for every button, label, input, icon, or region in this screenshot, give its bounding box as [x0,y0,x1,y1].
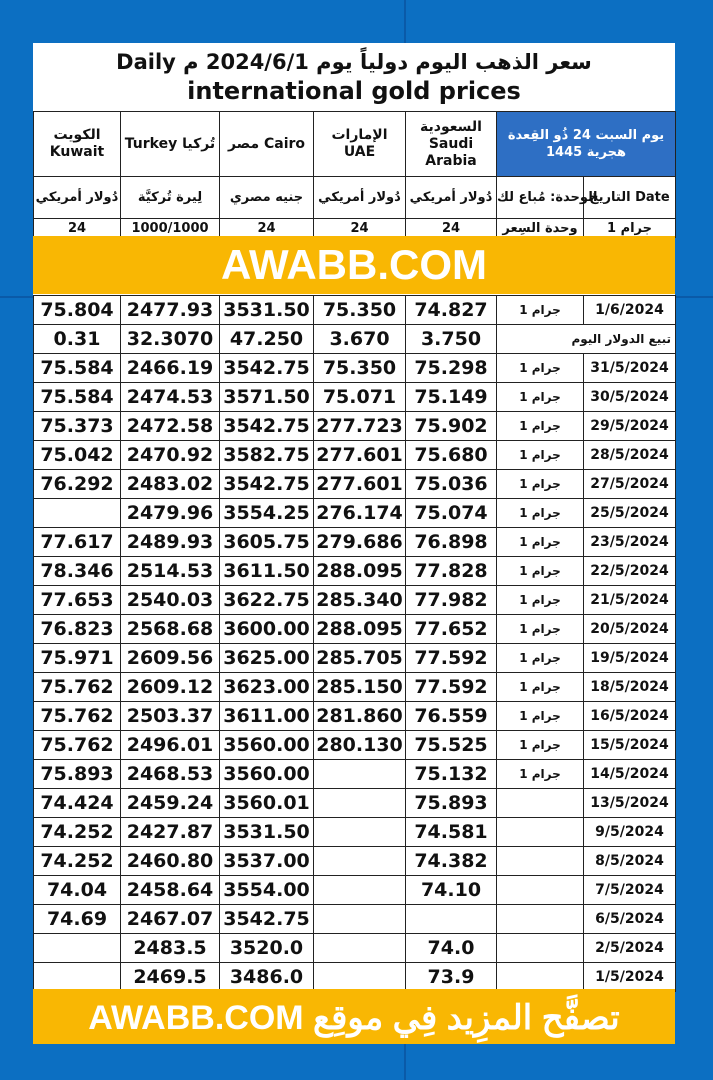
cell-date: 25/5/2024 [584,499,676,528]
cell-unit [497,818,584,847]
cell-unit: 1 جرام [497,412,584,441]
cell-kuwait [34,963,121,992]
cell-date: 18/5/2024 [584,673,676,702]
cell-uae: 288.095 [314,615,406,644]
cell-saudi [406,905,497,934]
cell-saudi: 74.0 [406,934,497,963]
cell-turkey: 2609.56 [121,644,220,673]
cell-kuwait: 74.424 [34,789,121,818]
cell-unit [497,876,584,905]
cell-kuwait: 77.617 [34,528,121,557]
cell-kuwait: 76.292 [34,470,121,499]
cell-unit [497,934,584,963]
header-table [33,111,676,238]
table-row [34,644,676,673]
cell-turkey: 2466.19 [121,354,220,383]
header-day: يوم السبت 24 ذُو القِعدة 1445 هجرية [497,112,676,177]
cell-cairo: 3622.75 [220,586,314,615]
cell-date: 30/5/2024 [584,383,676,412]
currency-uae: دُولار أمريكي [314,177,406,219]
cell-uae: 276.174 [314,499,406,528]
cell-date: 2/5/2024 [584,934,676,963]
cell-unit: 1 جرام [497,470,584,499]
cell-date: 28/5/2024 [584,441,676,470]
cell-saudi: 75.680 [406,441,497,470]
cell-unit: 1 جرام [497,441,584,470]
cell-kuwait: 75.762 [34,673,121,702]
cell-date: 20/5/2024 [584,615,676,644]
karat-uae: 24 [314,219,406,238]
cell-cairo: 3520.0 [220,934,314,963]
cell-cairo: 3542.75 [220,412,314,441]
cell-uae: 285.150 [314,673,406,702]
cell-cairo: 3531.50 [220,818,314,847]
cell-date: 27/5/2024 [584,470,676,499]
cell-unit [497,905,584,934]
cell-kuwait: 0.31 [34,325,121,354]
cell-turkey: 2468.53 [121,760,220,789]
cell-date: 9/5/2024 [584,818,676,847]
cell-saudi: 75.149 [406,383,497,412]
cell-turkey: 2483.02 [121,470,220,499]
cell-kuwait: 75.373 [34,412,121,441]
cell-turkey: 2427.87 [121,818,220,847]
karat-unit: وحدة السِعر [497,219,584,238]
cell-cairo: 3582.75 [220,441,314,470]
cell-cairo: 3623.00 [220,673,314,702]
cell-uae: 75.350 [314,296,406,325]
cell-saudi: 74.10 [406,876,497,905]
table-row [34,789,676,818]
cell-cairo: 3560.00 [220,731,314,760]
currency-saudi: دُولار أمريكي [406,177,497,219]
cell-saudi: 73.9 [406,963,497,992]
cell-saudi: 77.828 [406,557,497,586]
price-table [33,295,676,992]
cell-uae: 280.130 [314,731,406,760]
table-row [34,557,676,586]
cell-cairo: 3531.50 [220,296,314,325]
karat-row [34,219,676,238]
cell-unit [497,789,584,818]
country-header-row [34,112,676,177]
cell-date: 21/5/2024 [584,586,676,615]
header-cairo: مصر Cairo [220,112,314,177]
currency-turkey: لِيرة تُركيَّة [121,177,220,219]
currency-cairo: جنيه مصري [220,177,314,219]
cell-cairo: 3611.50 [220,557,314,586]
cell-turkey: 2540.03 [121,586,220,615]
cell-cairo: 3560.01 [220,789,314,818]
cell-kuwait: 74.04 [34,876,121,905]
cell-saudi: 77.982 [406,586,497,615]
cell-unit: 1 جرام [497,296,584,325]
cell-turkey: 2514.53 [121,557,220,586]
cell-kuwait: 77.653 [34,586,121,615]
dollar-rate-note: تبيع الدولار اليوم [497,325,676,354]
cell-date: 23/5/2024 [584,528,676,557]
title-line-1: سعر الذهب اليوم دولياً يوم 2024/6/1 م Daily [116,50,592,74]
cell-turkey: 2467.07 [121,905,220,934]
cell-turkey: 2483.5 [121,934,220,963]
header-saudi: السعودية Saudi Arabia [406,112,497,177]
table-row [34,325,676,354]
cell-cairo: 3537.00 [220,847,314,876]
cell-kuwait: 74.69 [34,905,121,934]
table-row [34,470,676,499]
cell-unit: 1 جرام [497,615,584,644]
cell-date: 29/5/2024 [584,412,676,441]
table-row [34,528,676,557]
cell-unit: 1 جرام [497,557,584,586]
cell-date: 19/5/2024 [584,644,676,673]
cell-saudi: 3.750 [406,325,497,354]
cell-uae [314,963,406,992]
cell-cairo: 3611.00 [220,702,314,731]
cell-turkey: 2568.68 [121,615,220,644]
cell-uae: 277.601 [314,470,406,499]
cell-kuwait: 75.584 [34,354,121,383]
cell-saudi: 75.074 [406,499,497,528]
table-row [34,441,676,470]
cell-kuwait: 75.042 [34,441,121,470]
cell-cairo: 47.250 [220,325,314,354]
cell-kuwait: 75.762 [34,731,121,760]
cell-uae: 281.860 [314,702,406,731]
karat-saudi: 24 [406,219,497,238]
cell-date: 6/5/2024 [584,905,676,934]
footer-banner[interactable]: تصفَّح المزِيد فِي موقِع AWABB.COM [33,989,675,1044]
cell-unit: 1 جرام [497,673,584,702]
cell-saudi: 75.893 [406,789,497,818]
table-row [34,615,676,644]
cell-date: 13/5/2024 [584,789,676,818]
cell-turkey: 2609.12 [121,673,220,702]
cell-uae: 285.340 [314,586,406,615]
cell-cairo: 3542.75 [220,354,314,383]
cell-date: 1/5/2024 [584,963,676,992]
header-turkey: Turkey تُركيا [121,112,220,177]
table-row [34,702,676,731]
cell-turkey: 2469.5 [121,963,220,992]
cell-uae [314,847,406,876]
cell-saudi: 75.525 [406,731,497,760]
cell-uae: 277.601 [314,441,406,470]
cell-kuwait: 78.346 [34,557,121,586]
site-banner: AWABB.COM [33,236,675,294]
cell-saudi: 77.592 [406,644,497,673]
currency-kuwait: دُولار أمريكي [34,177,121,219]
cell-saudi: 74.827 [406,296,497,325]
cell-kuwait: 75.584 [34,383,121,412]
cell-unit: 1 جرام [497,760,584,789]
cell-saudi: 75.298 [406,354,497,383]
header-kuwait: الكويت Kuwait [34,112,121,177]
cell-cairo: 3625.00 [220,644,314,673]
cell-kuwait [34,499,121,528]
karat-kuwait: 24 [34,219,121,238]
cell-unit [497,847,584,876]
table-row [34,354,676,383]
cell-saudi: 76.898 [406,528,497,557]
cell-saudi: 75.902 [406,412,497,441]
table-row [34,963,676,992]
cell-unit: 1 جرام [497,702,584,731]
cell-uae: 75.071 [314,383,406,412]
cell-kuwait: 75.762 [34,702,121,731]
cell-saudi: 76.559 [406,702,497,731]
cell-uae: 279.686 [314,528,406,557]
table-row [34,847,676,876]
table-row [34,383,676,412]
cell-saudi: 74.581 [406,818,497,847]
table-row [34,499,676,528]
cell-cairo: 3560.00 [220,760,314,789]
karat-cairo: 24 [220,219,314,238]
cell-uae [314,818,406,847]
cell-kuwait: 74.252 [34,818,121,847]
table-row [34,876,676,905]
cell-cairo: 3605.75 [220,528,314,557]
cell-date: 22/5/2024 [584,557,676,586]
cell-unit [497,963,584,992]
cell-cairo: 3554.00 [220,876,314,905]
table-row [34,586,676,615]
price-sheet [33,43,675,1036]
cell-uae: 285.705 [314,644,406,673]
cell-date: 8/5/2024 [584,847,676,876]
cell-cairo: 3542.75 [220,905,314,934]
karat-date: 1 جرام [584,219,676,238]
cell-turkey: 2503.37 [121,702,220,731]
table-row [34,818,676,847]
cell-date: 14/5/2024 [584,760,676,789]
cell-turkey: 2496.01 [121,731,220,760]
cell-turkey: 2479.96 [121,499,220,528]
cell-date: 31/5/2024 [584,354,676,383]
cell-kuwait: 76.823 [34,615,121,644]
cell-unit: 1 جرام [497,383,584,412]
cell-cairo: 3486.0 [220,963,314,992]
cell-date: 7/5/2024 [584,876,676,905]
cell-kuwait: 75.971 [34,644,121,673]
cell-turkey: 2460.80 [121,847,220,876]
cell-saudi: 75.132 [406,760,497,789]
cell-uae [314,876,406,905]
header-uae: الإمارات UAE [314,112,406,177]
page-title [33,43,675,112]
currency-row [34,177,676,219]
cell-unit: 1 جرام [497,644,584,673]
cell-saudi: 77.652 [406,615,497,644]
karat-turkey: 1000/1000 [121,219,220,238]
cell-saudi: 74.382 [406,847,497,876]
cell-uae [314,789,406,818]
cell-unit: 1 جرام [497,586,584,615]
cell-cairo: 3554.25 [220,499,314,528]
cell-uae [314,760,406,789]
cell-kuwait: 74.252 [34,847,121,876]
cell-uae [314,934,406,963]
currency-unit: الوحدة: مُباع لك [497,177,584,219]
currency-date: التاريخ Date [584,177,676,219]
cell-turkey: 2459.24 [121,789,220,818]
cell-turkey: 2477.93 [121,296,220,325]
cell-uae: 3.670 [314,325,406,354]
cell-uae: 75.350 [314,354,406,383]
cell-turkey: 2489.93 [121,528,220,557]
table-row [34,673,676,702]
cell-turkey: 2472.58 [121,412,220,441]
cell-turkey: 2474.53 [121,383,220,412]
cell-date: 1/6/2024 [584,296,676,325]
cell-cairo: 3571.50 [220,383,314,412]
cell-date: 15/5/2024 [584,731,676,760]
cell-uae: 277.723 [314,412,406,441]
cell-turkey: 2458.64 [121,876,220,905]
cell-turkey: 2470.92 [121,441,220,470]
cell-unit: 1 جرام [497,499,584,528]
cell-cairo: 3542.75 [220,470,314,499]
cell-kuwait: 75.804 [34,296,121,325]
table-row [34,934,676,963]
cell-unit: 1 جرام [497,731,584,760]
table-row [34,905,676,934]
table-row [34,296,676,325]
cell-saudi: 77.592 [406,673,497,702]
table-row [34,412,676,441]
table-row [34,731,676,760]
cell-cairo: 3600.00 [220,615,314,644]
cell-uae: 288.095 [314,557,406,586]
cell-kuwait [34,934,121,963]
cell-date: 16/5/2024 [584,702,676,731]
table-row [34,760,676,789]
cell-turkey: 32.3070 [121,325,220,354]
cell-saudi: 75.036 [406,470,497,499]
title-line-2: international gold prices [187,77,521,105]
cell-unit: 1 جرام [497,528,584,557]
cell-unit: 1 جرام [497,354,584,383]
cell-kuwait: 75.893 [34,760,121,789]
cell-uae [314,905,406,934]
